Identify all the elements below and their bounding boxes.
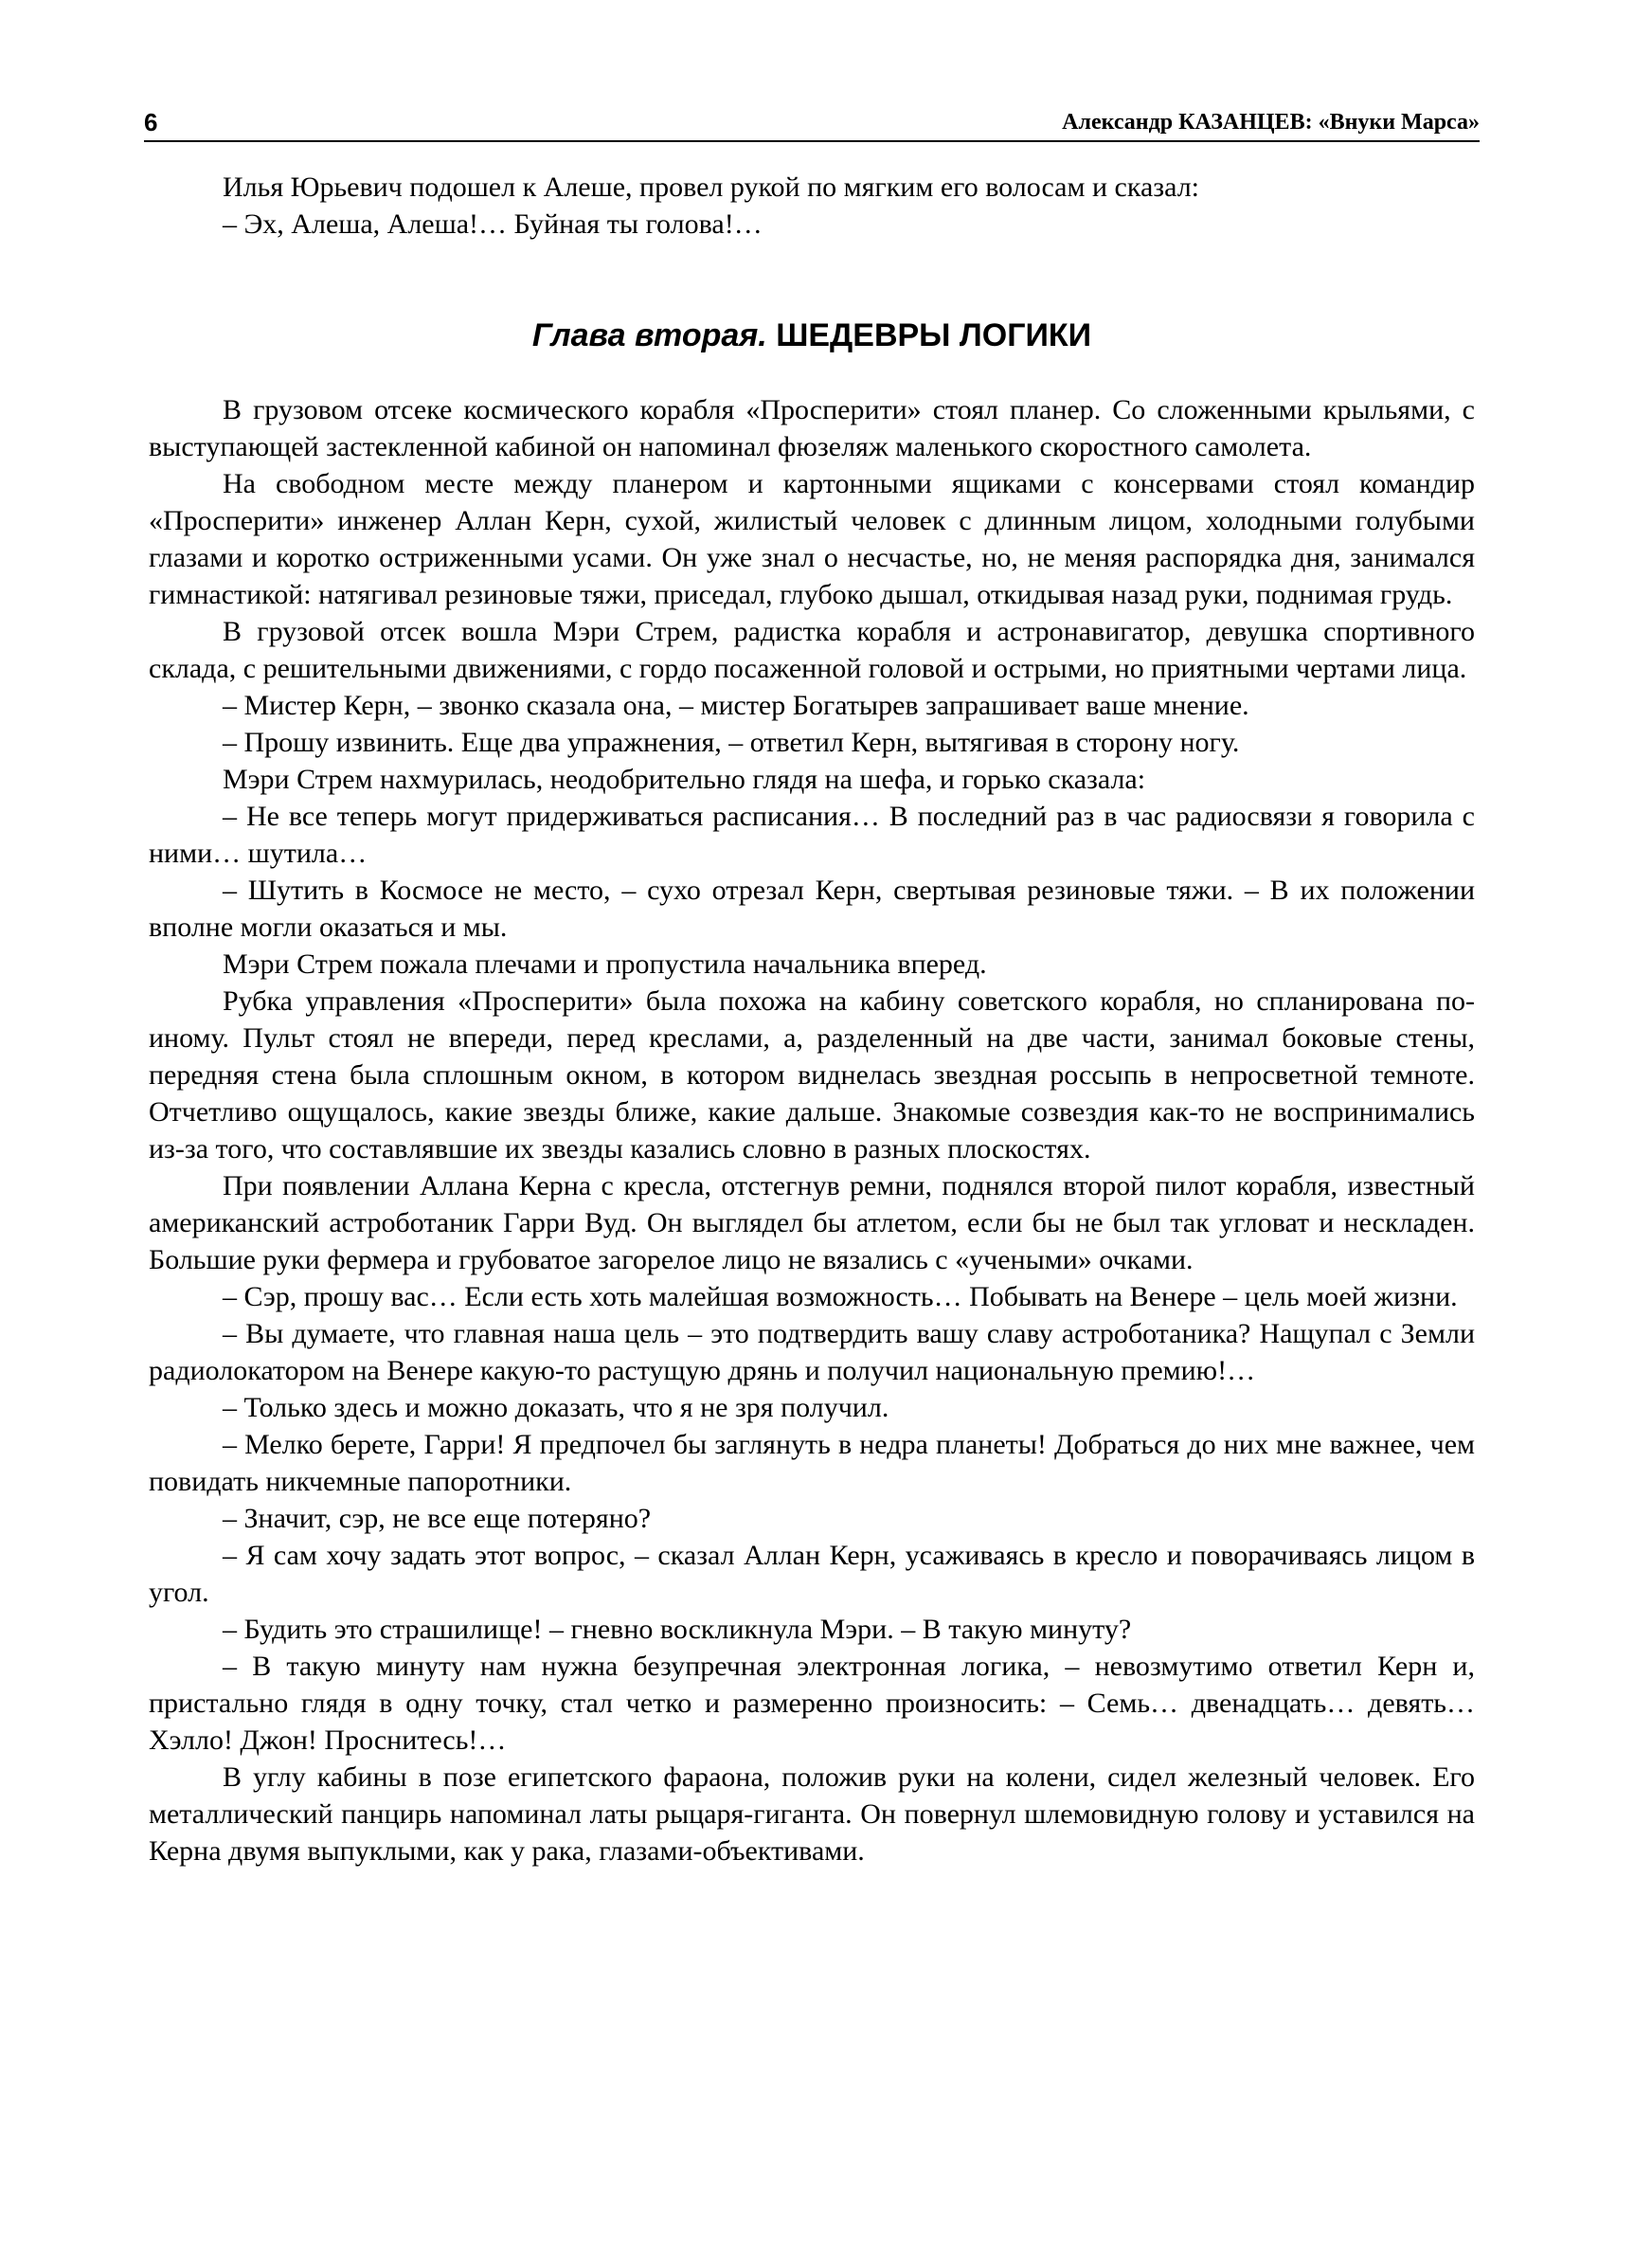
paragraph: – Я сам хочу задать этот вопрос, – сказал Аллан Керн, усаживаясь в кресло и поворачиваясь лицом в угол. bbox=[149, 1540, 1475, 1608]
paragraph: В грузовом отсеке космического корабля «Просперити» стоял планер. Со сложенными крыльями, с выступающей застекленной кабиной он напоминал фюзеляж маленького скоростного самолета. bbox=[149, 394, 1475, 462]
paragraph: – Прошу извинить. Еще два упражнения, – ответил Керн, вытягивая в сторону ногу. bbox=[223, 727, 1240, 758]
paragraph: – Только здесь и можно доказать, что я не зря получил. bbox=[223, 1392, 889, 1423]
paragraph: В углу кабины в позе египетского фараона, положив руки на колени, сидел железный человек. Его металлический панцирь напоминал латы рыцаря-гиганта. Он повернул шлемовидную голову и уставился на Керна двумя выпуклыми, как у рака, глазами-объективами. bbox=[149, 1761, 1475, 1867]
paragraph: – Будить это страшилище! – гневно воскликнула Мэри. – В такую минуту? bbox=[223, 1614, 1132, 1645]
paragraph: Мэри Стрем пожала плечами и пропустила начальника вперед. bbox=[223, 948, 987, 980]
chapter-body bbox=[149, 391, 1475, 1869]
chapter-title: ШЕДЕВРЫ ЛОГИКИ bbox=[776, 317, 1092, 353]
page-number: 6 bbox=[144, 108, 158, 136]
paragraph: – Мистер Керн, – звонко сказала она, – мистер Богатырев запрашивает ваше мнение. bbox=[223, 690, 1249, 721]
running-title: Александр КАЗАНЦЕВ: «Внуки Марса» bbox=[1062, 110, 1480, 135]
paragraph: – Эх, Алеша, Алеша!… Буйная ты голова!… bbox=[223, 208, 763, 240]
paragraph: На свободном месте между планером и картонными ящиками с консервами стоял командир «Просперити» инженер Аллан Керн, сухой, жилистый человек с длинным лицом, холодными голубыми глазами и коротко остриженными усами. Он уже знал о несчастье, но, не меняя распорядка дня, занимался гимнастикой: натягивал резиновые тяжи, приседал, глубоко дышал, откидывая назад руки, поднимая грудь. bbox=[149, 468, 1475, 610]
paragraph: – Сэр, прошу вас… Если есть хоть малейшая возможность… Побывать на Венере – цель моей жизни. bbox=[223, 1281, 1458, 1312]
paragraph: Мэри Стрем нахмурилась, неодобрительно глядя на шефа, и горько сказала: bbox=[223, 764, 1146, 795]
chapter-label: Глава вторая. bbox=[531, 317, 767, 353]
paragraph: – Шутить в Космосе не место, – сухо отрезал Керн, свертывая резиновые тяжи. – В их положении вполне могли оказаться и мы. bbox=[149, 875, 1475, 943]
paragraph: В грузовой отсек вошла Мэри Стрем, радистка корабля и астронавигатор, девушка спортивного склада, с решительными движениями, с гордо посаженной головой и острыми, но приятными чертами лица. bbox=[149, 616, 1475, 684]
paragraph: Рубка управления «Просперити» была похожа на кабину советского корабля, но спланирована по-иному. Пульт стоял не впереди, перед креслами, а, разделенный на две части, занимал боковые стены, передняя стена была сплошным окном, в котором виднелась звездная россыпь в непросветной темноте. Отчетливо ощущалось, какие звезды ближе, какие дальше. Знакомые созвездия как-то не воспринимались из-за того, что составлявшие их звезды казались словно в разных плоскостях. bbox=[149, 985, 1475, 1165]
paragraph: – Значит, сэр, не все еще потеряно? bbox=[223, 1503, 652, 1534]
paragraph: При появлении Аллана Керна с кресла, отстегнув ремни, поднялся второй пилот корабля, известный американский астроботаник Гарри Вуд. Он выглядел бы атлетом, если бы не был так угловат и нескладен. Большие руки фермера и грубоватое загорелое лицо не вязались с «учеными» очками. bbox=[149, 1170, 1475, 1275]
paragraph: – Мелко берете, Гарри! Я предпочел бы заглянуть в недра планеты! Добраться до них мне важнее, чем повидать никчемные папоротники. bbox=[149, 1429, 1475, 1497]
chapter-heading bbox=[149, 316, 1475, 355]
paragraph: – Не все теперь могут придерживаться расписания… В последний раз в час радиосвязи я говорила с ними… шутила… bbox=[149, 801, 1475, 869]
paragraph: – В такую минуту нам нужна безупречная электронная логика, – невозмутимо ответил Керн и, пристально глядя в одну точку, стал четко и размеренно произносить: – Семь… двенадцать… девять… Хэлло! Джон! Проснитесь!… bbox=[149, 1651, 1475, 1756]
paragraph: – Вы думаете, что главная наша цель – это подтвердить вашу славу астроботаника? Нащупал с Земли радиолокатором на Венере какую-то растущую дрянь и получил национальную премию!… bbox=[149, 1318, 1475, 1386]
page-header bbox=[144, 106, 1480, 142]
intro-text bbox=[149, 169, 1475, 243]
paragraph: Илья Юрьевич подошел к Алеше, провел рукой по мягким его волосам и сказал: bbox=[223, 172, 1200, 203]
